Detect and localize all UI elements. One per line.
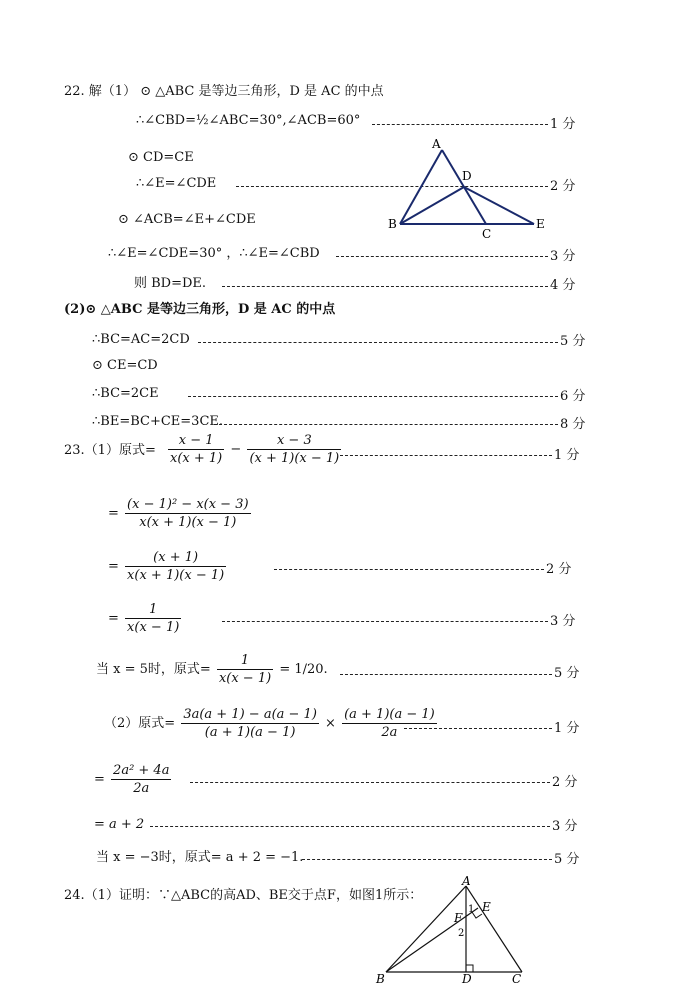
fraction [181,706,319,741]
numerator: 1 [217,652,273,670]
q22-line-9: ∴BC=AC=2CD [92,332,190,347]
score-mark: 5 分 [554,666,580,681]
score-mark: 6 分 [560,389,586,404]
leader-line [336,256,548,257]
minus-sign: − [230,442,242,457]
q24-line-1: 24.（1）证明：∵△ABC的高AD、BE交于点F，如图1所示： [64,888,423,903]
label-b: B [388,217,397,231]
numerator: 2a² + 4a [113,763,170,778]
leader-line [274,569,544,570]
denominator: x(x − 1) [218,671,272,686]
angle-2-label: 2 [458,928,465,939]
fraction [125,601,181,636]
q22-line-11: ∴BC=2CE [92,386,159,401]
fraction [125,496,251,531]
numerator: x − 3 [247,432,341,450]
q23-substitution-1 [96,652,328,696]
fraction [125,549,226,584]
leader-line [340,674,552,675]
label-e: E [482,900,491,914]
score-mark: 5 分 [560,334,586,349]
equals-sign: = [108,611,119,626]
side-ac [466,886,522,972]
q22-line-8: (2)⊙ △ABC 是等边三角形，D 是 AC 的中点 [64,302,336,317]
denominator: x(x − 1) [127,620,180,635]
q23-step-3 [108,549,228,593]
equals-sign: = [94,772,105,787]
leader-line [372,124,548,125]
numerator: (x + 1) [125,549,226,567]
q22-line-2: ∴∠CBD=½∠ABC=30°,∠ACB=60° [136,113,361,128]
label-e: E [536,217,545,231]
label-c: C [482,227,492,241]
denominator: (a + 1)(a − 1) [204,725,296,740]
label-a: A [432,137,441,151]
angle-1-label: 1 [468,904,475,915]
leader-line [302,859,552,860]
right-angle-d [466,965,473,972]
q22-line-4: ∴∠E=∠CDE [136,176,217,191]
denominator: x(x + 1)(x − 1) [127,568,225,583]
q22-line-7: 则 BD=DE. [134,276,207,291]
q22-line-10: ⊙ CE=CD [92,358,158,373]
leader-line [198,342,558,343]
q22-line-3: ⊙ CD=CE [128,150,194,165]
score-mark: 1 分 [554,721,580,736]
score-mark: 1 分 [554,448,580,463]
leader-line [222,286,548,287]
q23-head: 23.（1）原式= [64,443,156,458]
q23-expr-1 [166,432,343,476]
side-ab [386,886,466,972]
label-c: C [512,972,522,983]
triangle-figure-22 [384,134,554,244]
label-d: D [462,972,472,983]
altitude-be [386,908,478,972]
q22-line-6: ∴∠E=∠CDE=30° ，∴∠E=∠CBD [108,246,320,261]
numerator: (x − 1)² − x(x − 3) [127,497,249,512]
score-mark: 2 分 [552,775,578,790]
q22-line-5: ⊙ ∠ACB=∠E+∠CDE [118,212,256,227]
score-mark: 3 分 [550,249,576,264]
score-mark: 5 分 [554,852,580,867]
q23-part-2-step-3: = a + 2 [94,817,145,832]
leader-line [150,826,550,827]
fraction [342,706,437,741]
triangle-figure-24 [374,874,534,983]
q22-line-12: ∴BE=BC+CE=3CE. [92,414,224,429]
denominator: 2a [381,725,398,740]
q22-line-1: 22. 解（1） ⊙ △ABC 是等边三角形，D 是 AC 的中点 [64,84,384,99]
denominator: 2a [133,781,150,796]
fraction [168,432,224,467]
denominator: x(x + 1) [170,451,223,466]
score-mark: 2 分 [550,179,576,194]
leader-line [188,396,558,397]
leader-line [214,424,558,425]
q23-part-2 [104,706,439,750]
leader-line [222,621,548,622]
denominator: (x + 1)(x − 1) [249,451,340,466]
score-mark: 8 分 [560,417,586,432]
leader-line [404,728,552,729]
q23-part-2-step-2 [94,762,173,806]
denominator: x(x + 1)(x − 1) [139,515,237,530]
equals-sign: = [108,559,119,574]
part-2-head: （2）原式= [104,716,176,731]
times-sign: × [325,716,336,731]
q23-step-4 [108,601,183,645]
result-value: = 1/20. [279,662,328,677]
label-b: B [376,972,385,983]
label-f: F [454,911,463,925]
leader-line [190,782,550,783]
score-mark: 1 分 [550,117,576,132]
equals-sign: = [108,506,119,521]
q23-substitution-2: 当 x = −3时，原式= a + 2 = −1. [96,850,304,865]
fraction [247,432,341,467]
label-a: A [462,874,471,888]
score-mark: 2 分 [546,562,572,577]
numerator: (a + 1)(a − 1) [344,707,435,722]
fraction [111,762,171,797]
label-d: D [462,169,472,183]
numerator: 3a(a + 1) − a(a − 1) [183,707,317,722]
numerator: x − 1 [168,432,224,450]
score-mark: 4 分 [550,278,576,293]
substitution-text: 当 x = 5时，原式= [96,662,211,677]
leader-line [340,455,552,456]
fraction [217,652,273,687]
q23-step-2 [108,496,253,540]
numerator: 1 [125,601,181,619]
score-mark: 3 分 [552,819,578,834]
score-mark: 3 分 [550,614,576,629]
